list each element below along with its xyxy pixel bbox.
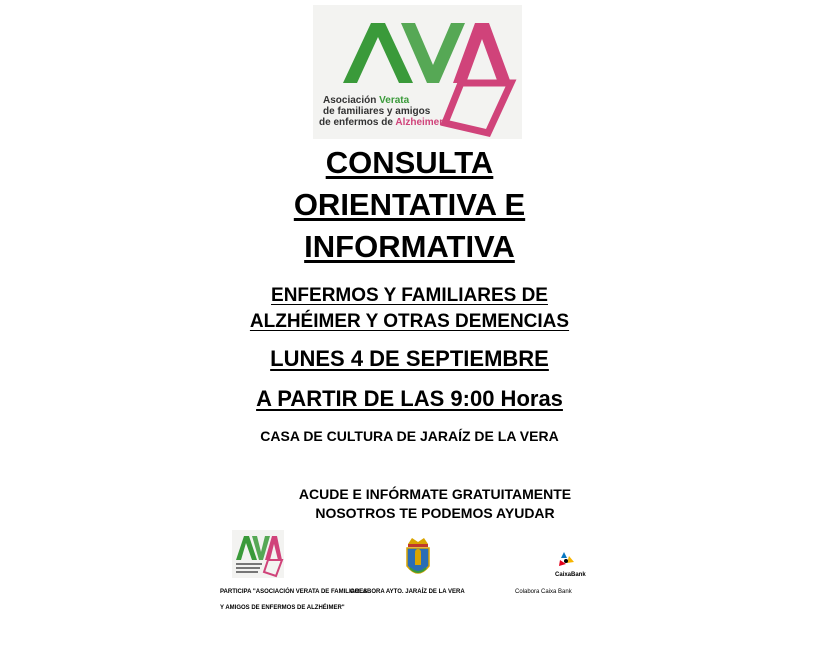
logo-text-2: de familiares y amigos	[323, 106, 431, 117]
logo-text-3b: Alzheimer	[395, 117, 444, 128]
ava-logo	[313, 5, 522, 139]
logo-text-1b: Verata	[379, 95, 410, 106]
call-to-action	[200, 485, 670, 523]
colabora-ayto-label: COLABORA AYTO. JARAÍZ DE LA VERA	[350, 589, 465, 595]
jaraiz-coat-of-arms-icon	[402, 536, 434, 580]
event-time: A PARTIR DE LAS 9:00 Horas	[256, 386, 563, 411]
event-title	[0, 142, 819, 268]
title-line-3: INFORMATIVA	[304, 229, 515, 264]
event-venue: CASA DE CULTURA DE JARAÍZ DE LA VERA	[260, 428, 559, 444]
logo-text-1a: Asociación	[323, 95, 377, 106]
subtitle-line-2: ALZHÉIMER Y OTRAS DEMENCIAS	[249, 311, 570, 332]
participa-label-1: PARTICIPA "ASOCIACIÓN VERATA DE FAMILIARES	[220, 589, 368, 595]
logo-text-3a: de enfermos de	[319, 117, 393, 128]
subtitle-line-1: ENFERMOS Y FAMILIARES DE	[271, 285, 548, 306]
cta-line-1: ACUDE E INFÓRMATE GRATUITAMENTE	[298, 486, 572, 502]
colabora-caixa-label: Colabora Caixa Bank	[515, 589, 572, 595]
title-line-1: CONSULTA	[325, 145, 494, 180]
ava-logo-graphic	[313, 5, 522, 139]
cta-line-2: NOSOTROS TE PODEMOS AYUDAR	[315, 505, 555, 521]
caixabank-star-icon	[559, 552, 574, 566]
event-audience	[0, 283, 819, 335]
caixabank-wordmark: CaixaBank	[555, 572, 586, 578]
svg-text:de enfermos de Alzheimer	[319, 117, 443, 128]
participa-label-2: Y AMIGOS DE ENFERMOS DE ALZHÉIMER"	[220, 605, 345, 611]
caixabank-logo	[550, 548, 590, 580]
svg-text:Asociación Verata	[323, 95, 410, 106]
ava-logo-small	[232, 530, 284, 578]
event-date: LUNES 4 DE SEPTIEMBRE	[270, 346, 549, 371]
title-line-2: ORIENTATIVA E	[293, 187, 526, 222]
